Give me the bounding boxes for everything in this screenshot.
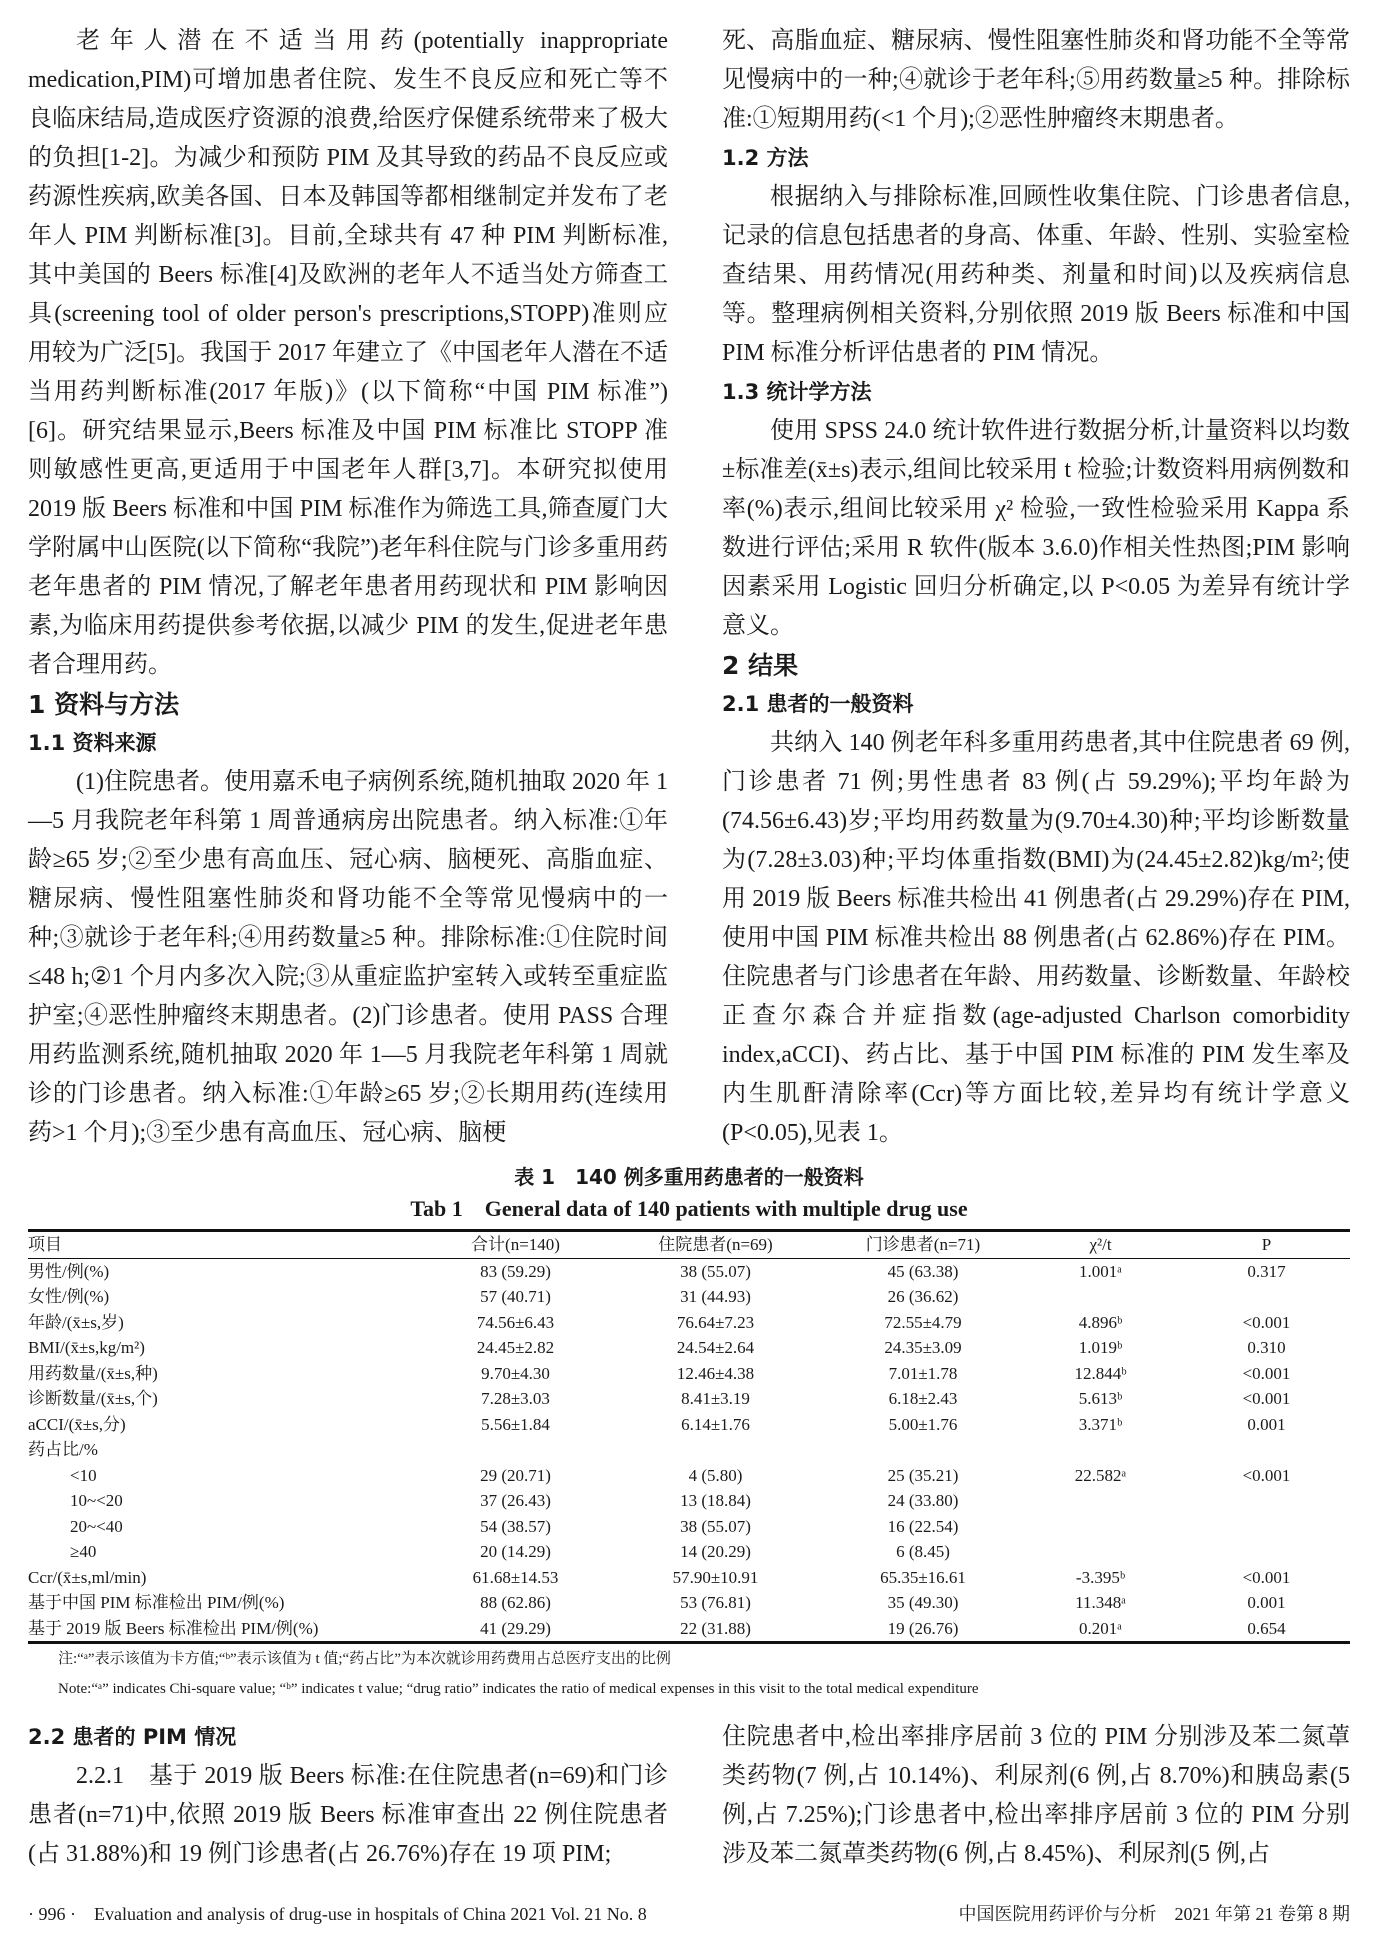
table-note-en: Note:“ᵃ” indicates Chi-square value; “ᵇ” indicates t value; “drug ratio” indicates the ratio of medical expenses in this visit to the total medical expenditure	[58, 1681, 979, 1697]
table-cell	[1183, 1488, 1350, 1514]
table-header-cell: 项目	[28, 1235, 62, 1255]
subsection-heading-data-source: 1.1 资料来源	[28, 731, 157, 755]
table-cell: 24.45±2.82	[476, 1338, 555, 1358]
table-row	[28, 1437, 1350, 1463]
table-cell: 11.348ᵃ	[1075, 1593, 1126, 1613]
table-cell: 26 (36.62)	[887, 1287, 959, 1307]
table-title-en: Tab 1 General data of 140 patients with multiple drug use	[410, 1196, 968, 1221]
table-cell	[1183, 1437, 1350, 1463]
table-cell	[1183, 1284, 1350, 1310]
table-note-cn: 注:“ᵃ”表示该值为卡方值;“ᵇ”表示该值为 t 值;“药占比”为本次就诊用药费用占总医疗支出的比例	[58, 1651, 671, 1667]
table-cell: 药占比/%	[28, 1440, 98, 1460]
table-cell: Ccr/(x̄±s,ml/min)	[28, 1567, 147, 1587]
bottom-right-column	[722, 1718, 1350, 1874]
table-cell: 0.001	[1247, 1593, 1286, 1613]
table-row	[28, 1310, 1350, 1336]
subsection-heading-statistics: 1.3 统计学方法	[722, 380, 872, 404]
table-cell: 45 (63.38)	[887, 1261, 959, 1281]
table-cell: 22.582ᵃ	[1074, 1465, 1127, 1485]
table-cell: 0.654	[1247, 1618, 1286, 1638]
table-cell: 0.001	[1247, 1414, 1286, 1434]
table-cell: 72.55±4.79	[884, 1312, 962, 1332]
general-data-table	[28, 1229, 1350, 1644]
table-row	[28, 1361, 1350, 1387]
top-columns	[28, 22, 1350, 1153]
table-header-cell: χ²/t	[1089, 1235, 1112, 1255]
table-cell: <10	[70, 1465, 97, 1485]
table-cell: 3.371ᵇ	[1078, 1414, 1123, 1434]
table-row	[28, 1386, 1350, 1412]
table-row	[28, 1539, 1350, 1565]
footer-journal-en: · 996 · Evaluation and analysis of drug-use in hospitals of China 2021 Vol. 21 No. 8	[28, 1904, 647, 1924]
statistics-paragraph: 使用 SPSS 24.0 统计软件进行数据分析,计量资料以均数±标准差(x̄±s)表示,组间比较采用 t 检验;计数资料用病例数和率(%)表示,组间比较采用 χ² 检验,一致性检验采用 Kappa 系数进行评估;采用 R 软件(版本 3.6.0)作相关性热图;PIM 影响因素采用 Logistic 回归分析确定,以 P<0.05 为差异有统计学意义。	[722, 418, 1350, 639]
table-cell: 0.317	[1247, 1261, 1286, 1281]
table-header-cell: 合计(n=140)	[471, 1235, 560, 1255]
table-cell: 24.54±2.64	[676, 1338, 755, 1358]
table-cell: 88 (62.86)	[480, 1593, 551, 1613]
footer-journal-cn: 中国医院用药评价与分析 2021 年第 21 卷第 8 期	[958, 1904, 1350, 1924]
table-cell: 76.64±7.23	[676, 1312, 755, 1332]
table-cell: 用药数量/(x̄±s,种)	[28, 1363, 158, 1383]
subsection-heading-methods: 1.2 方法	[722, 146, 809, 170]
table-cell: 12.844ᵇ	[1074, 1363, 1127, 1383]
table-cell: <0.001	[1242, 1312, 1291, 1332]
table-cell: 14 (20.29)	[680, 1542, 751, 1562]
table-cell: 61.68±14.53	[472, 1567, 559, 1587]
table-cell	[428, 1437, 603, 1463]
table-cell: 25 (35.21)	[887, 1465, 959, 1485]
table-row	[28, 1590, 1350, 1616]
page-footer	[28, 1902, 1350, 1926]
table-cell: 24.35±3.09	[884, 1338, 962, 1358]
section-heading-methods: 1 资料与方法	[28, 690, 180, 719]
table-title-cn: 表 1 140 例多重用药患者的一般资料	[514, 1165, 864, 1189]
intro-paragraph: 老年人潜在不适当用药(potentially inappropriate medication,PIM)可增加患者住院、发生不良反应和死亡等不良临床结局,造成医疗资源的浪费,给医疗保健系统带来了极大的负担[1-2]。为减少和预防 PIM 及其导致的药品不良反应或药源性疾病,欧美各国、日本及韩国等都相继制定并发布了老年人 PIM 判断标准[3]。目前,全球共有 47 种 PIM 判断标准,其中美国的 Beers 标准[4]及欧洲的老年人不适当处方筛查工具(screening tool of older person's prescriptions,STOPP)准则应用较为广泛[5]。我国于 2017 年建立了《中国老年人潜在不适当用药判断标准(2017 年版)》(以下简称“中国 PIM 标准”)[6]。研究结果显示,Beers 标准及中国 PIM 标准比 STOPP 准则敏感性更高,更适用于中国老年人群[3,7]。本研究拟使用 2019 版 Beers 标准和中国 PIM 标准作为筛选工具,筛查厦门大学附属中山医院(以下简称“我院”)老年科住院与门诊多重用药老年患者的 PIM 情况,了解老年患者用药现状和 PIM 影响因素,为临床用药提供参考依据,以减少 PIM 的发生,促进老年患者合理用药。	[28, 28, 668, 678]
table-cell: 6.14±1.76	[681, 1414, 750, 1434]
table-cell: 22 (31.88)	[680, 1618, 751, 1638]
table-cell: 8.41±3.19	[681, 1389, 750, 1409]
table-cell: 19 (26.76)	[887, 1618, 959, 1638]
table-cell: 31 (44.93)	[680, 1287, 751, 1307]
subsection-heading-pim: 2.2 患者的 PIM 情况	[28, 1725, 237, 1749]
table-cell: 6 (8.45)	[896, 1542, 950, 1562]
table-cell: 年龄/(x̄±s,岁)	[28, 1312, 124, 1332]
table-cell: 53 (76.81)	[680, 1593, 751, 1613]
table-cell: 5.00±1.76	[888, 1414, 958, 1434]
table-row	[28, 1616, 1350, 1643]
table-cell: 10~<20	[70, 1491, 123, 1511]
table-cell: 0.201ᵃ	[1079, 1618, 1122, 1638]
table-cell: <0.001	[1242, 1567, 1291, 1587]
table-cell: 0.310	[1247, 1338, 1286, 1358]
table-cell: 20 (14.29)	[480, 1542, 551, 1562]
table-cell: 7.28±3.03	[481, 1389, 550, 1409]
table-cell: 37 (26.43)	[480, 1491, 551, 1511]
table-cell: 基于 2019 版 Beers 标准检出 PIM/例(%)	[28, 1618, 319, 1638]
table-cell	[1183, 1514, 1350, 1540]
table-cell: 5.613ᵇ	[1078, 1389, 1123, 1409]
general-data-paragraph: 共纳入 140 例老年科多重用药患者,其中住院患者 69 例,门诊患者 71 例;男性患者 83 例(占 59.29%);平均年龄为(74.56±6.43)岁;平均用药数量为(9.70±4.30)种;平均诊断数量为(7.28±3.03)种;平均体重指数(BMI)为(24.45±2.82)kg/m²;使用 2019 版 Beers 标准共检出 41 例患者(占 29.29%)存在 PIM,使用中国 PIM 标准共检出 88 例患者(占 62.86%)存在 PIM。住院患者与门诊患者在年龄、用药数量、诊断数量、年龄校正查尔森合并症指数(age-adjusted Charlson comorbidity index,aCCI)、药占比、基于中国 PIM 标准的 PIM 发生率及内生肌酐清除率(Ccr)等方面比较,差异均有统计学意义(P<0.05),见表 1。	[722, 730, 1350, 1146]
table-cell: 57.90±10.91	[672, 1567, 759, 1587]
table-cell: 65.35±16.61	[880, 1567, 966, 1587]
table-header-row	[28, 1231, 1350, 1259]
table-cell: ≥40	[70, 1542, 97, 1562]
table-cell	[1183, 1539, 1350, 1565]
methods-paragraph: 根据纳入与排除标准,回顾性收集住院、门诊患者信息,记录的信息包括患者的身高、体重、年龄、性别、实验室检查结果、用药情况(用药种类、剂量和时间)以及疾病信息等。整理病例相关资料,分别依照 2019 版 Beers 标准和中国 PIM 标准分析评估患者的 PIM 情况。	[722, 184, 1350, 366]
table-cell: aCCI/(x̄±s,分)	[28, 1414, 126, 1434]
table-cell	[1018, 1488, 1183, 1514]
table-row	[28, 1258, 1350, 1284]
table-cell: BMI/(x̄±s,kg/m²)	[28, 1338, 145, 1358]
table-row	[28, 1335, 1350, 1361]
table-row	[28, 1488, 1350, 1514]
bottom-left-column	[28, 1718, 668, 1874]
table-row	[28, 1514, 1350, 1540]
table-cell: 12.46±4.38	[676, 1363, 755, 1383]
table-cell: 基于中国 PIM 标准检出 PIM/例(%)	[28, 1593, 285, 1613]
table-cell: 4.896ᵇ	[1078, 1312, 1123, 1332]
table-cell	[1018, 1539, 1183, 1565]
table-cell: 54 (38.57)	[480, 1516, 551, 1536]
data-source-paragraph: (1)住院患者。使用嘉禾电子病例系统,随机抽取 2020 年 1—5 月我院老年科第 1 周普通病房出院患者。纳入标准:①年龄≥65 岁;②至少患有高血压、冠心病、脑梗死、高脂血症、糖尿病、慢性阻塞性肺炎和肾功能不全等常见慢病中的一种;③就诊于老年科;④用药数量≥5 种。排除标准:①住院时间≤48 h;②1 个月内多次入院;③从重症监护室转入或转至重症监护室;④恶性肿瘤终末期患者。(2)门诊患者。使用 PASS 合理用药监测系统,随机抽取 2020 年 1—5 月我院老年科第 1 周就诊的门诊患者。纳入标准:①年龄≥65 岁;②长期用药(连续用药>1 个月);③至少患有高血压、冠心病、脑梗	[28, 769, 668, 1146]
table-cell: <0.001	[1242, 1389, 1291, 1409]
table-cell: -3.395ᵇ	[1075, 1567, 1126, 1587]
data-source-continued: 死、高脂血症、糖尿病、慢性阻塞性肺炎和肾功能不全等常见慢病中的一种;④就诊于老年科;⑤用药数量≥5 种。排除标准:①短期用药(<1 个月);②恶性肿瘤终末期患者。	[722, 28, 1350, 132]
table-cell: 35 (49.30)	[887, 1593, 959, 1613]
table-cell: 诊断数量/(x̄±s,个)	[28, 1389, 158, 1409]
table-cell: 男性/例(%)	[28, 1261, 110, 1281]
table-cell: 9.70±4.30	[481, 1363, 550, 1383]
table-cell	[1018, 1514, 1183, 1540]
table-cell: 38 (55.07)	[680, 1516, 751, 1536]
right-column	[722, 22, 1350, 1153]
table-cell: 29 (20.71)	[480, 1465, 551, 1485]
table-cell	[1018, 1284, 1183, 1310]
table-cell: 1.019ᵇ	[1078, 1338, 1123, 1358]
pim-beers-paragraph: 2.2.1 基于 2019 版 Beers 标准:在住院患者(n=69)和门诊患者(n=71)中,依照 2019 版 Beers 标准审查出 22 例住院患者(占 31.88%)和 19 例门诊患者(占 26.76%)存在 19 项 PIM;	[28, 1763, 668, 1867]
table-cell: 7.01±1.78	[888, 1363, 958, 1383]
table-header-cell: P	[1261, 1235, 1272, 1255]
table-cell: 16 (22.54)	[887, 1516, 959, 1536]
bottom-columns	[28, 1718, 1350, 1874]
table-cell: 6.18±2.43	[888, 1389, 958, 1409]
table-cell: 1.001ᵃ	[1079, 1261, 1122, 1281]
table-cell	[1018, 1437, 1183, 1463]
table-header-cell: 门诊患者(n=71)	[865, 1235, 981, 1255]
pim-beers-continued: 住院患者中,检出率排序居前 3 位的 PIM 分别涉及苯二氮䓬类药物(7 例,占 10.14%)、利尿剂(6 例,占 8.70%)和胰岛素(5 例,占 7.25%);门诊患者中,检出率排序居前 3 位的 PIM 分别涉及苯二氮䓬类药物(6 例,占 8.45%)、利尿剂(5 例,占	[722, 1724, 1350, 1867]
left-column	[28, 22, 668, 1153]
table-cell: 13 (18.84)	[680, 1491, 751, 1511]
table-cell: 24 (33.80)	[887, 1491, 959, 1511]
table-cell: <0.001	[1242, 1465, 1291, 1485]
table-cell: <0.001	[1242, 1363, 1291, 1383]
table-row	[28, 1565, 1350, 1591]
table-cell: 38 (55.07)	[680, 1261, 751, 1281]
table-cell	[603, 1437, 828, 1463]
subsection-heading-general-data: 2.1 患者的一般资料	[722, 692, 914, 716]
table-cell: 57 (40.71)	[480, 1287, 551, 1307]
table-cell: 41 (29.29)	[480, 1618, 551, 1638]
table-header-cell: 住院患者(n=69)	[658, 1235, 773, 1255]
table-cell: 20~<40	[70, 1516, 123, 1536]
table-row	[28, 1463, 1350, 1489]
table-cell: 83 (59.29)	[480, 1261, 551, 1281]
table-cell: 4 (5.80)	[688, 1465, 743, 1485]
table-cell: 74.56±6.43	[476, 1312, 555, 1332]
table-cell	[828, 1437, 1018, 1463]
table-row	[28, 1412, 1350, 1438]
table-row	[28, 1284, 1350, 1310]
table-cell: 女性/例(%)	[28, 1287, 110, 1307]
section-heading-results: 2 结果	[722, 651, 799, 680]
table-cell: 5.56±1.84	[481, 1414, 550, 1434]
